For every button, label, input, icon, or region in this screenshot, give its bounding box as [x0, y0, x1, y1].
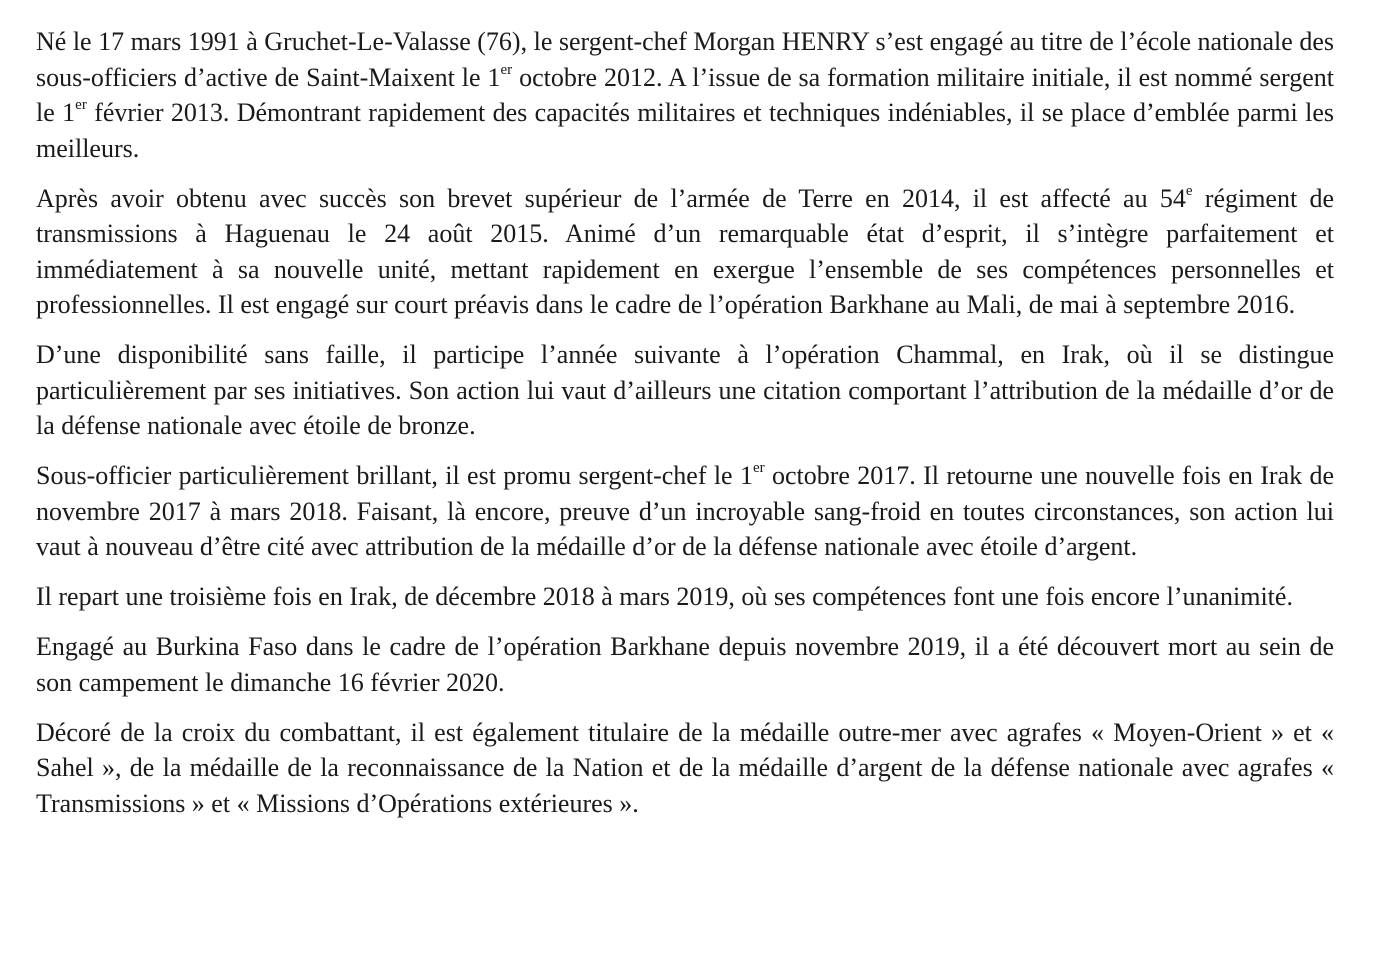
text-segment: février 2013. Démontrant rapidement des capacités militaires et techniques indéniables, il se place d’emblée parmi les meilleurs.: [36, 98, 1334, 163]
text-segment: Sous-officier particulièrement brillant, il est promu sergent-chef le 1: [36, 461, 753, 490]
text-segment: régiment de transmissions à Haguenau le 24 août 2015. Animé d’un remarquable état d’esprit, il s’intègre parfaitement et immédiatement à sa nouvelle unité, mettant rapidement en exergue l’ensemble de ses compétences personnelles et professionnelles. Il est engagé sur court préavis dans le cadre de l’opération Barkhane au Mali, de mai à septembre 2016.: [36, 183, 1335, 319]
paragraph-burkina-faso: Engagé au Burkina Faso dans le cadre de l’opération Barkhane depuis novembre 2019, il a été découvert mort au sein de son campement le dimanche 16 février 2020.: [36, 632, 1334, 697]
paragraph-chammal: D’une disponibilité sans faille, il participe l’année suivante à l’opération Chammal, en Irak, où il se distingue particulièrement par ses initiatives. Son action lui vaut d’ailleurs une citation comportant l’attribution de la médaille d’or de la défense nationale avec étoile de bronze.: [36, 340, 1334, 440]
paragraph-third-deployment: Il repart une troisième fois en Irak, de décembre 2018 à mars 2019, où ses compétences font une fois encore l’unanimité.: [36, 582, 1293, 611]
superscript-ordinal: er: [500, 61, 513, 78]
paragraph-birth-enlistment: [36, 24, 1334, 166]
superscript-ordinal: er: [752, 460, 765, 477]
superscript-ordinal: er: [75, 97, 87, 114]
text-segment: Après avoir obtenu avec succès son brevet supérieur de l’armée de Terre en 2014, il est affecté au 54: [36, 183, 1186, 213]
text-segment: octobre 2012. A l’issue de sa formation militaire initiale, il est nommé sergent le 1: [36, 62, 1334, 127]
text-segment: octobre 2017. Il retourne une nouvelle fois en Irak de novembre 2017 à mars 2018. Faisant, là encore, preuve d’un incroyable sang-froid en toutes circonstances, son action lui vaut à nouveau d’être cité avec attribution de la médaille d’or de la défense nationale avec étoile d’argent.: [36, 461, 1335, 561]
superscript-ordinal: e: [1185, 182, 1193, 199]
text-segment: Né le 17 mars 1991 à Gruchet-Le-Valasse (76), le sergent-chef Morgan HENRY s’est engagé au titre de l’école nationale des sous-officiers d’active de Saint-Maixent le 1: [36, 27, 1334, 92]
paragraph-assignment: [36, 181, 1334, 323]
paragraph-promotion: [36, 458, 1334, 565]
paragraph-decorations: Décoré de la croix du combattant, il est également titulaire de la médaille outre-mer avec agrafes « Moyen-Orient » et « Sahel », de la médaille de la reconnaissance de la Nation et de la médaille d’argent de la défense nationale avec agrafes « Transmissions » et « Missions d’Opérations extérieures ».: [36, 717, 1334, 818]
document-page: [36, 24, 1334, 836]
